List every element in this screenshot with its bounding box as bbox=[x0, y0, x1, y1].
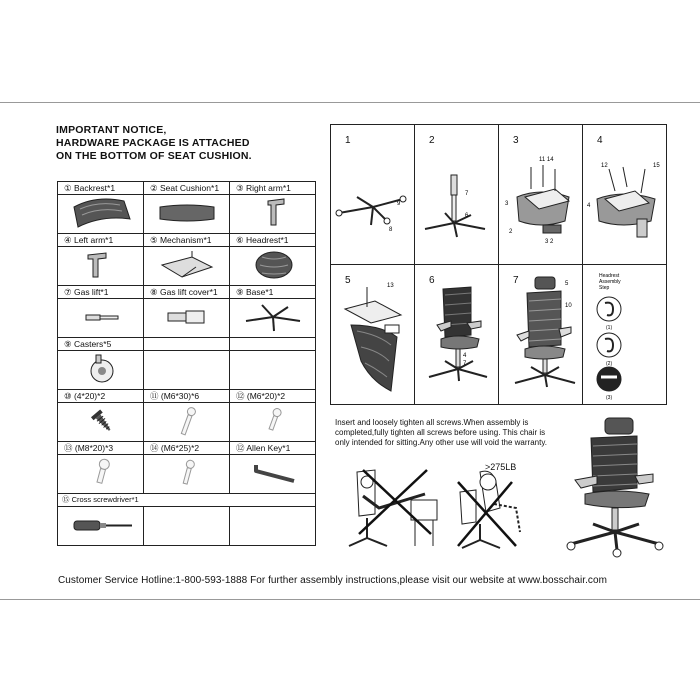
step-5-number: 5 bbox=[345, 275, 351, 286]
svg-text:5: 5 bbox=[565, 281, 569, 287]
left-arm-image bbox=[58, 247, 144, 286]
headrest-assembly-label-3: Step bbox=[599, 285, 610, 291]
notice-line-2: HARDWARE PACKAGE IS ATTACHED bbox=[56, 137, 250, 149]
casters-image bbox=[58, 351, 144, 390]
step-6-panel bbox=[415, 265, 499, 405]
right-arm-image bbox=[230, 195, 316, 234]
part-label-backrest: ① Backrest*1 bbox=[58, 182, 144, 195]
part-label-allen-key: ⑫ Allen Key*1 bbox=[230, 442, 316, 455]
svg-text:13: 13 bbox=[387, 283, 394, 289]
part-label-headrest: ⑥ Headrest*1 bbox=[230, 234, 316, 247]
weight-limit-illustration bbox=[450, 462, 535, 557]
mechanism-image bbox=[144, 247, 230, 286]
headrest-assembly-label-1: Headrest bbox=[599, 273, 620, 279]
svg-text:15: 15 bbox=[653, 163, 660, 169]
svg-text:10: 10 bbox=[565, 303, 572, 309]
svg-text:(2): (2) bbox=[606, 361, 613, 367]
assembled-chair-image bbox=[555, 410, 665, 560]
svg-text:9: 9 bbox=[397, 201, 401, 207]
headrest-image bbox=[230, 247, 316, 286]
step-1-number: 1 bbox=[345, 135, 351, 146]
part-label-casters: ⑨ Casters*5 bbox=[58, 338, 144, 351]
backrest-image bbox=[58, 195, 144, 234]
step-2-panel bbox=[415, 125, 499, 265]
step-7-number: 7 bbox=[513, 275, 519, 286]
svg-text:12: 12 bbox=[601, 163, 608, 169]
svg-text:(1): (1) bbox=[606, 325, 613, 331]
parts-list-table bbox=[57, 181, 316, 546]
part-label-seat-cushion: ② Seat Cushion*1 bbox=[144, 182, 230, 195]
step-3-panel bbox=[499, 125, 583, 265]
screwdriver-row bbox=[58, 494, 316, 507]
svg-text:8: 8 bbox=[389, 227, 393, 233]
notice-heading: IMPORTANT NOTICE‚ bbox=[56, 124, 167, 136]
part-label-screw-m6x25: ⑭ (M6*25)*2 bbox=[144, 442, 230, 455]
empty-cell bbox=[144, 351, 230, 390]
part-label-screw-m8x20: ⑬ (M8*20)*3 bbox=[58, 442, 144, 455]
step-5-panel bbox=[331, 265, 415, 405]
screw-m6x25-image bbox=[144, 455, 230, 494]
screw-m6x20-image bbox=[230, 403, 316, 442]
svg-text:11 14: 11 14 bbox=[539, 157, 554, 163]
svg-text:3 2: 3 2 bbox=[545, 239, 554, 245]
step-7-panel bbox=[499, 265, 583, 405]
step-1-panel bbox=[331, 125, 415, 265]
weight-limit-label: >275LB bbox=[485, 462, 517, 472]
screw-m6x30-image bbox=[144, 403, 230, 442]
empty-cell bbox=[144, 338, 230, 351]
svg-text:3: 3 bbox=[505, 201, 509, 207]
svg-text:4: 4 bbox=[463, 353, 467, 359]
svg-text:7: 7 bbox=[465, 191, 469, 197]
step-6-number: 6 bbox=[429, 275, 435, 286]
gas-lift-image bbox=[58, 299, 144, 338]
screw-4x20-image bbox=[58, 403, 144, 442]
important-notice bbox=[56, 124, 252, 163]
step-4-panel bbox=[583, 125, 667, 265]
empty-cell bbox=[230, 507, 316, 546]
part-label-gas-lift: ⑦ Gas lift*1 bbox=[58, 286, 144, 299]
seat-cushion-image bbox=[144, 195, 230, 234]
step-2-number: 2 bbox=[429, 135, 435, 146]
part-label-screw-m6x20: ⑫ (M6*20)*2 bbox=[230, 390, 316, 403]
part-label-gas-lift-cover: ⑧ Gas lift cover*1 bbox=[144, 286, 230, 299]
customer-service-footer: Customer Service Hotline:1-800-593-1888 For further assembly instructions,please visit our website at www.bosschair.com bbox=[58, 575, 607, 586]
gas-lift-cover-image bbox=[144, 299, 230, 338]
screw-m8x20-image bbox=[58, 455, 144, 494]
svg-text:2: 2 bbox=[509, 229, 513, 235]
part-label-cross-screwdriver: ⑮ Cross screwdriver*1 bbox=[62, 495, 139, 504]
cross-screwdriver-image bbox=[58, 507, 144, 546]
part-label-screw-m6x30: ⑪ (M6*30)*6 bbox=[144, 390, 230, 403]
empty-cell bbox=[144, 507, 230, 546]
no-feet-on-chair-illustration bbox=[335, 462, 445, 557]
svg-text:(3): (3) bbox=[606, 395, 613, 401]
headrest-assembly-label-2: Assembly bbox=[599, 279, 621, 285]
part-label-mechanism: ⑤ Mechanism*1 bbox=[144, 234, 230, 247]
headrest-assembly-panel bbox=[583, 265, 667, 405]
step-4-number: 4 bbox=[597, 135, 603, 146]
assembly-steps-grid bbox=[330, 124, 667, 405]
empty-cell bbox=[230, 338, 316, 351]
assembly-warning-text: Insert and loosely tighten all screws.When assembly is completed,fully tighten all screws before using. This chair is only intended for sitting.Any other use will void the warranty. bbox=[335, 418, 547, 447]
notice-line-3: ON THE BOTTOM OF SEAT CUSHION. bbox=[56, 150, 252, 162]
allen-key-image bbox=[230, 455, 316, 494]
svg-text:4: 4 bbox=[587, 203, 591, 209]
svg-text:6: 6 bbox=[465, 213, 469, 219]
empty-cell bbox=[230, 351, 316, 390]
svg-text:7: 7 bbox=[463, 361, 467, 367]
part-label-screw-4x20: ⑩ (4*20)*2 bbox=[58, 390, 144, 403]
base-image bbox=[230, 299, 316, 338]
part-label-right-arm: ③ Right arm*1 bbox=[230, 182, 316, 195]
step-3-number: 3 bbox=[513, 135, 519, 146]
part-label-left-arm: ④ Left arm*1 bbox=[58, 234, 144, 247]
part-label-base: ⑨ Base*1 bbox=[230, 286, 316, 299]
